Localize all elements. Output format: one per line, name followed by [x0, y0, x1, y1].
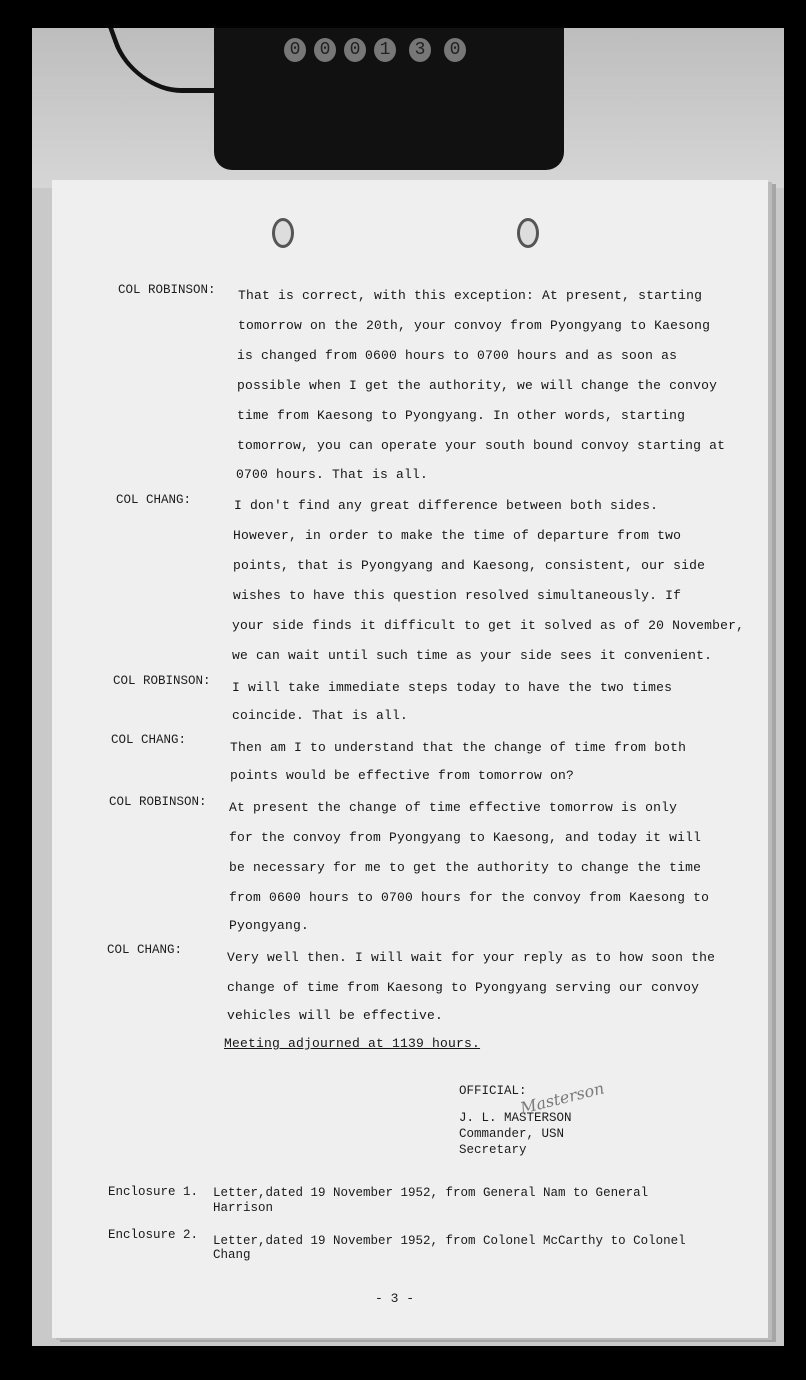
counter-digit: 3: [409, 38, 431, 62]
dialogue-line: coincide. That is all.: [232, 708, 409, 723]
dialogue-line: I will take immediate steps today to have the two times: [232, 680, 673, 695]
speaker-label: COL ROBINSON:: [113, 674, 211, 688]
counter-digit: 0: [444, 38, 466, 62]
dialogue-line: Pyongyang.: [229, 918, 310, 933]
enclosure-text: Harrison: [213, 1201, 274, 1215]
dialogue-line: points, that is Pyongyang and Kaesong, consistent, our side: [233, 558, 706, 573]
speaker-label: COL CHANG:: [116, 493, 192, 507]
counter-digit: 0: [284, 38, 306, 62]
dialogue-line: Then am I to understand that the change of time from both: [230, 740, 687, 755]
dialogue-line: I don't find any great difference between both sides.: [234, 498, 659, 513]
punch-hole: [517, 218, 539, 248]
dialogue-line: points would be effective from tomorrow on?: [230, 768, 575, 783]
adjournment-note: Meeting adjourned at 1139 hours.: [224, 1036, 481, 1051]
dialogue-line: change of time from Kaesong to Pyongyang serving our convoy: [227, 980, 700, 995]
enclosure-text: Chang: [213, 1248, 251, 1262]
dialogue-line: At present the change of time effective tomorrow is only: [229, 800, 678, 815]
dialogue-line: your side finds it difficult to get it solved as of 20 November,: [232, 618, 745, 633]
counter-digit: 0: [314, 38, 336, 62]
counter-digit: 0: [344, 38, 366, 62]
page-number: - 3 -: [375, 1291, 415, 1306]
dialogue-line: tomorrow, you can operate your south bound convoy starting at: [237, 438, 726, 453]
speaker-label: COL CHANG:: [107, 943, 183, 957]
enclosure-text: Letter,dated 19 November 1952, from General Nam to General: [213, 1186, 649, 1200]
enclosure-text: Letter,dated 19 November 1952, from Colonel McCarthy to Colonel: [213, 1234, 686, 1248]
dialogue-line: tomorrow on the 20th, your convoy from Pyongyang to Kaesong: [238, 318, 711, 333]
dialogue-line: vehicles will be effective.: [227, 1008, 444, 1023]
enclosure-label: Enclosure 1.: [108, 1185, 199, 1199]
speaker-label: COL CHANG:: [111, 733, 187, 747]
enclosure-label: Enclosure 2.: [108, 1228, 199, 1242]
signer-title: Secretary: [459, 1143, 527, 1157]
handwritten-signature: Masterson: [518, 1078, 607, 1118]
dialogue-line: we can wait until such time as your side sees it convenient.: [232, 648, 713, 663]
dialogue-line: time from Kaesong to Pyongyang. In other words, starting: [237, 408, 686, 423]
official-label: OFFICIAL:: [459, 1084, 527, 1098]
dialogue-line: However, in order to make the time of departure from two: [233, 528, 682, 543]
dialogue-line: is changed from 0600 hours to 0700 hours and as soon as: [237, 348, 678, 363]
signer-rank: Commander, USN: [459, 1127, 565, 1141]
frame-counter-device: [214, 28, 564, 170]
dialogue-line: possible when I get the authority, we will change the convoy: [237, 378, 718, 393]
dialogue-line: be necessary for me to get the authority to change the time: [229, 860, 702, 875]
speaker-label: COL ROBINSON:: [118, 283, 216, 297]
dialogue-line: That is correct, with this exception: At present, starting: [238, 288, 703, 303]
speaker-label: COL ROBINSON:: [109, 795, 207, 809]
punch-hole: [272, 218, 294, 248]
dialogue-line: wishes to have this question resolved simultaneously. If: [233, 588, 682, 603]
dialogue-line: Very well then. I will wait for your reply as to how soon the: [227, 950, 716, 965]
dialogue-line: from 0600 hours to 0700 hours for the convoy from Kaesong to: [229, 890, 710, 905]
counter-digit: 1: [374, 38, 396, 62]
dialogue-line: for the convoy from Pyongyang to Kaesong, and today it will: [229, 830, 702, 845]
dialogue-line: 0700 hours. That is all.: [236, 467, 429, 482]
signer-name: J. L. MASTERSON: [459, 1111, 572, 1125]
